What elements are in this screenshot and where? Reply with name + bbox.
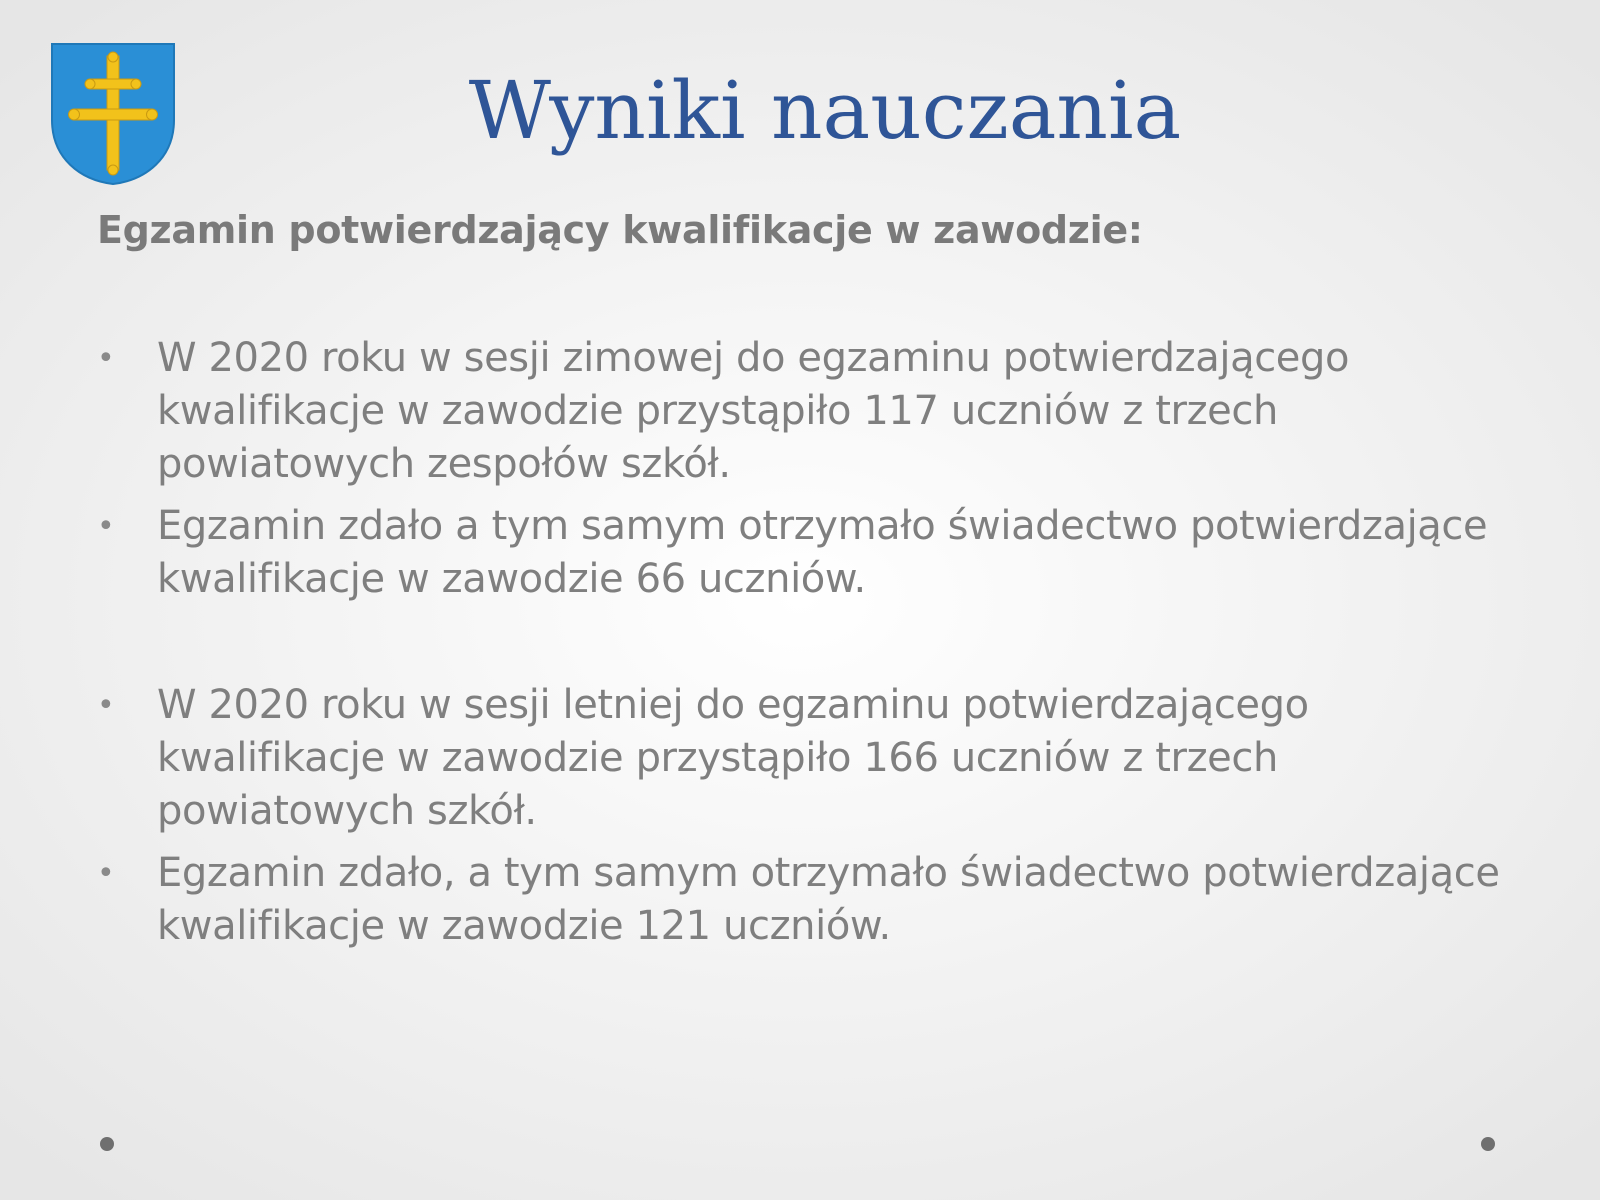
list-item [97, 332, 1517, 491]
list-item-text: Egzamin zdało, a tym samym otrzymało świadectwo potwierdzające kwalifikacje w zawodzie 121 uczniów. [157, 850, 1500, 949]
list-item-text: W 2020 roku w sesji zimowej do egzaminu potwierdzającego kwalifikacje w zawodzie przystąpiło 117 uczniów z trzech powiatowych zespołów szkół. [157, 335, 1350, 487]
slide-title: Wyniki nauczania [468, 64, 1182, 157]
decorative-dot-left [100, 1137, 114, 1151]
list-item [97, 679, 1517, 838]
list-item-text: Egzamin zdało a tym samym otrzymało świadectwo potwierdzające kwalifikacje w zawodzie 66 uczniów. [157, 503, 1488, 602]
bullet-icon: • [97, 688, 115, 723]
list-item [97, 847, 1517, 953]
list-item-text: W 2020 roku w sesji letniej do egzaminu potwierdzającego kwalifikacje w zawodzie przystąpiło 166 uczniów z trzech powiatowych szkół. [157, 682, 1309, 834]
slide-subtitle: Egzamin potwierdzający kwalifikacje w zawodzie: [97, 208, 1143, 252]
list-item [97, 500, 1517, 606]
summer-session-list [97, 679, 1517, 962]
decorative-dot-right [1481, 1137, 1495, 1151]
bullet-icon: • [97, 341, 115, 376]
coat-of-arms-icon [50, 42, 176, 186]
bullet-icon: • [97, 856, 115, 891]
bullet-icon: • [97, 509, 115, 544]
winter-session-list [97, 332, 1517, 615]
